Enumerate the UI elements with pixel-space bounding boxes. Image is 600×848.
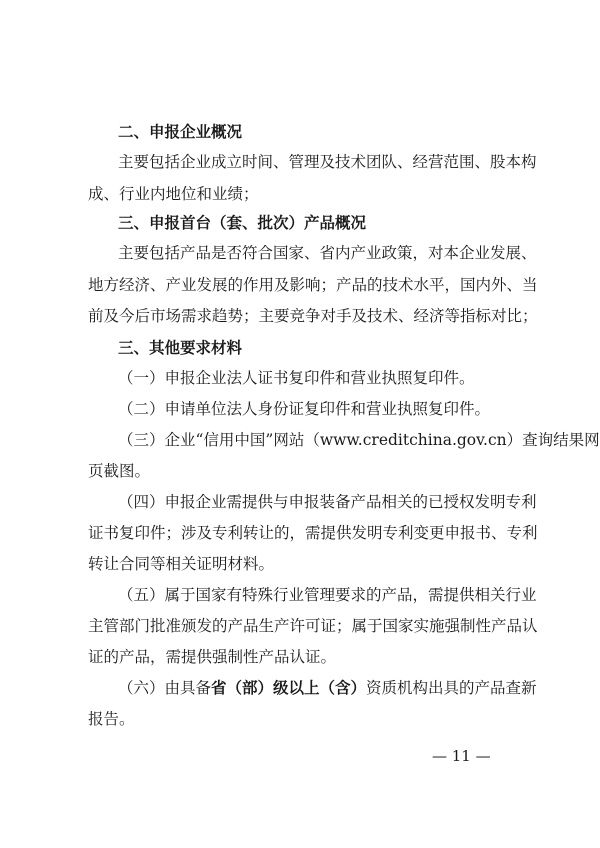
list-item-continuation: 证的产品，需提供强制性产品认证。 — [88, 648, 337, 666]
list-item: （三）企业“信用中国”网站（www.creditchina.gov.cn）查询结果网 — [118, 431, 600, 449]
list-item — [118, 678, 537, 698]
section-heading-other-materials: 三、其他要求材料 — [118, 339, 243, 357]
list-item-continuation: 页截图。 — [88, 462, 151, 480]
list-item: （二）申请单位法人身份证复印件和营业执照复印件。 — [118, 400, 491, 418]
paragraph-line: 主要包括企业成立时间、管理及技术团队、经营范围、股本构 — [118, 153, 537, 171]
list-item-continuation: 证书复印件；涉及专利转让的，需提供发明专利变更申报书、专利 — [88, 524, 538, 542]
paragraph-line: 成、行业内地位和业绩； — [88, 185, 259, 203]
section-heading-enterprise-overview: 二、申报企业概况 — [118, 123, 243, 141]
list-item-emphasis: 省（部）级以上（含） — [211, 678, 367, 697]
section-heading-product-overview: 三、申报首台（套、批次）产品概况 — [118, 214, 367, 232]
list-item: （四）申报企业需提供与申报装备产品相关的已授权发明专利 — [118, 493, 537, 511]
list-item: （五）属于国家有特殊行业管理要求的产品，需提供相关行业 — [118, 586, 537, 604]
list-item-continuation: 主管部门批准颁发的产品生产许可证；属于国家实施强制性产品认 — [88, 617, 538, 635]
page-number: — 11 — — [432, 747, 491, 765]
list-item-continuation: 转让合同等相关证明材料。 — [88, 555, 275, 573]
list-item-continuation: 报告。 — [88, 710, 135, 728]
paragraph-line: 主要包括产品是否符合国家、省内产业政策，对本企业发展、 — [118, 244, 537, 262]
list-item-suffix: 资质机构出具的产品查新 — [366, 679, 537, 697]
list-item: （一）申报企业法人证书复印件和营业执照复印件。 — [118, 369, 475, 387]
list-item-prefix: （六）由具备 — [118, 679, 212, 697]
paragraph-line: 地方经济、产业发展的作用及影响；产品的技术水平，国内外、当 — [88, 276, 538, 294]
paragraph-line: 前及今后市场需求趋势；主要竞争对手及技术、经济等指标对比； — [88, 307, 538, 325]
